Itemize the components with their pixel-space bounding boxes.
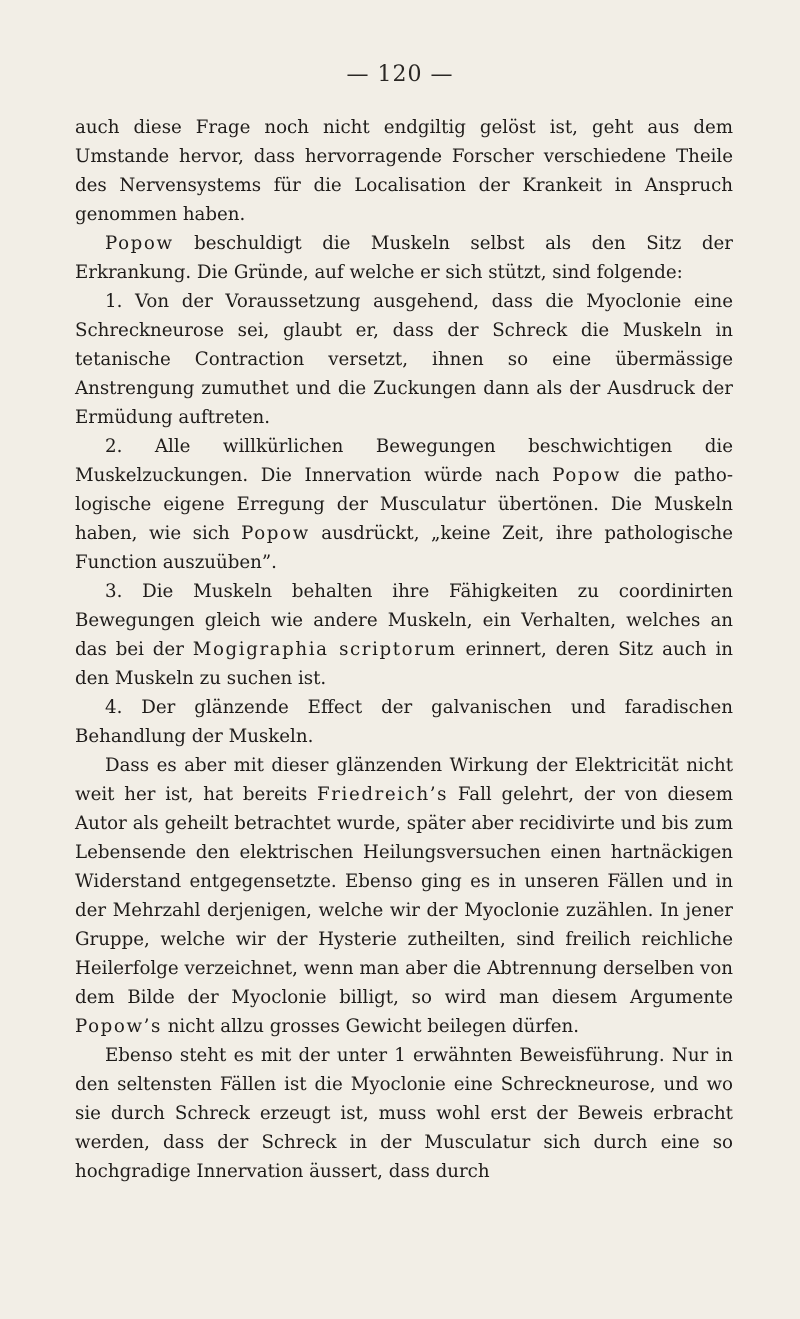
paragraph: Popow beschuldigt die Muskeln selbst als den Sitz der Erkrankung. Die Gründe, auf welche er sich stützt, sind folgende:	[75, 233, 733, 283]
term-emphasis: Mogigraphia scriptorum	[192, 639, 457, 660]
paragraph: 3. Die Muskeln behalten ihre Fähigkeiten zu coordinirten Bewegungen gleich wie andere Muskeln, ein Verhalten, welches an das bei der Mogigraphia scriptorum erinnert, deren Sitz auch in den Muskeln zu suchen ist.	[75, 581, 733, 689]
paragraph: Dass es aber mit dieser glänzenden Wirkung der Elektricität nicht weit her ist, hat bereits Friedreich’s Fall gelehrt, der von diesem Autor als geheilt betrachtet wurde, später aber recidivirte und bis zum Lebensende den elektrischen Heilungsversuchen einen hartnäckigen Widerstand entgegensetzte. Ebenso ging es in unseren Fällen und in der Mehrzahl derjenigen, welche wir der Myoclonie zuzählen. In jener Gruppe, welche wir der Hysterie zutheilten, sind freilich reichliche Heilerfolge verzeichnet, wenn man aber die Abtrennung derselben von dem Bilde der Myoclonie billigt, so wird man diesem Argumente Popow’s nicht allzu grosses Gewicht beilegen dürfen.	[75, 755, 734, 1037]
author-name: Popow’s	[75, 1016, 162, 1037]
author-name: Popow	[105, 233, 174, 254]
page-number: — 120 —	[346, 62, 454, 87]
paragraph: Ebenso steht es mit der unter 1 erwähnten Beweisführung. Nur in den seltensten Fällen ist die Myoclonie eine Schreckneurose, und wo sie durch Schreck erzeugt ist, muss wohl erst der Beweis erbracht werden, dass der Schreck in der Musculatur sich durch eine so hochgradige Innervation äussert, dass durch	[75, 1045, 733, 1182]
paragraph: 4. Der glänzende Effect der galvanischen und faradischen Behandlung der Muskeln.	[75, 697, 733, 747]
body-text	[75, 113, 733, 1186]
author-name: Popow	[241, 523, 310, 544]
author-name: Popow	[552, 465, 621, 486]
paragraph: auch diese Frage noch nicht endgiltig gelöst ist, geht aus dem Umstande hervor, dass hervorragende Forscher verschiedene Theile des Nervensystems für die Localisation der Krankeit in Anspruch genommen haben.	[75, 117, 733, 225]
author-name: Friedreich’s	[317, 784, 449, 805]
paragraph: 1. Von der Voraussetzung ausgehend, dass die Myoclonie eine Schreckneurose sei, glaubt er, dass der Schreck die Muskeln in tetanische Contraction versetzt, ihnen so eine übermässige Anstrengung zumuthet und die Zuckungen dann als der Ausdruck der Ermüdung auftreten.	[75, 291, 733, 428]
paragraph: 2. Alle willkürlichen Bewegungen beschwichtigen die Muskelzuckungen. Die Innervation würde nach Popow die pathologische eigene Erregung der Musculatur übertönen. Die Muskeln haben, wie sich Popow ausdrückt, „keine Zeit, ihre pathologische Function auszuüben”.	[75, 436, 733, 573]
